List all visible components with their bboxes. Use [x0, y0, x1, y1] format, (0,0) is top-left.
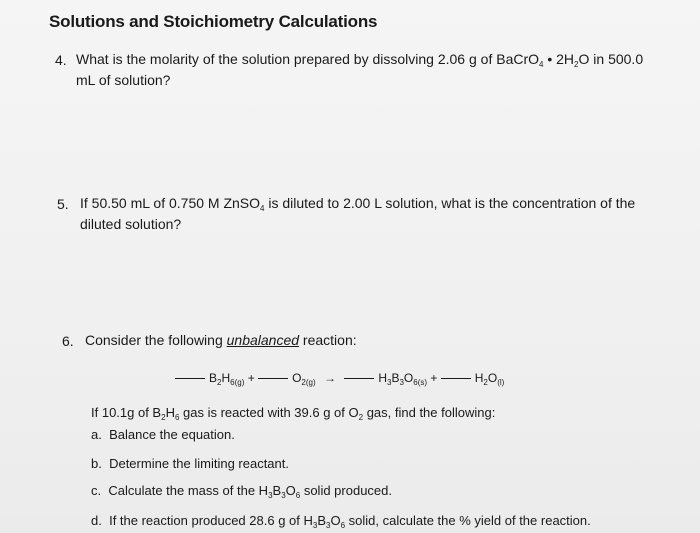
page-title: Solutions and Stoichiometry Calculations: [49, 12, 378, 31]
q5-text-line1: If 50.50 mL of 0.750 M ZnSO$_4$ is diluted to 2.00 L solution, what is the concentration of the: [80, 195, 636, 213]
part-d: d. If the reaction produced 28.6 g of $H_3B_3O_6$ solid, calculate the % yield of the reaction.: [91, 513, 591, 530]
part-c: c. Calculate the mass of the $H_3B_3O_6$ solid produced.: [91, 483, 392, 500]
q5-text-line2: diluted solution?: [80, 216, 182, 232]
blank-coefficient-h2o: [441, 378, 471, 379]
q4-text-line1: What is the molarity of the solution prepared by dissolving 2.06 g of BaCrO$_4$ • $2H_2O$ in 500.0: [76, 51, 644, 69]
reaction-arrow: →: [323, 371, 336, 385]
part-a: a. Balance the equation.: [91, 427, 235, 442]
q4-text-line2: mL of solution?: [76, 72, 171, 88]
reaction-equation: $B_2H_{6(g)} + O_{2(g)} \to H_3B_3O_{6(s)} + H_2O_{(l)}$: [175, 371, 504, 385]
q6-intro: Consider the following unbalanced reaction:: [85, 332, 357, 348]
q6-number: 6.: [62, 333, 74, 349]
part-b: b. Determine the limiting reactant.: [91, 456, 289, 471]
blank-coefficient-b2h6: [175, 378, 205, 379]
q6-given: If 10.1g of $B_2H_6$ gas is reacted with 39.6 g of $O_2$ gas, find the following:: [91, 405, 496, 422]
blank-coefficient-h3b3o6: [344, 378, 374, 379]
q5-number: 5.: [57, 196, 69, 212]
q4-number: 4.: [55, 52, 67, 68]
blank-coefficient-o2: [258, 378, 288, 379]
